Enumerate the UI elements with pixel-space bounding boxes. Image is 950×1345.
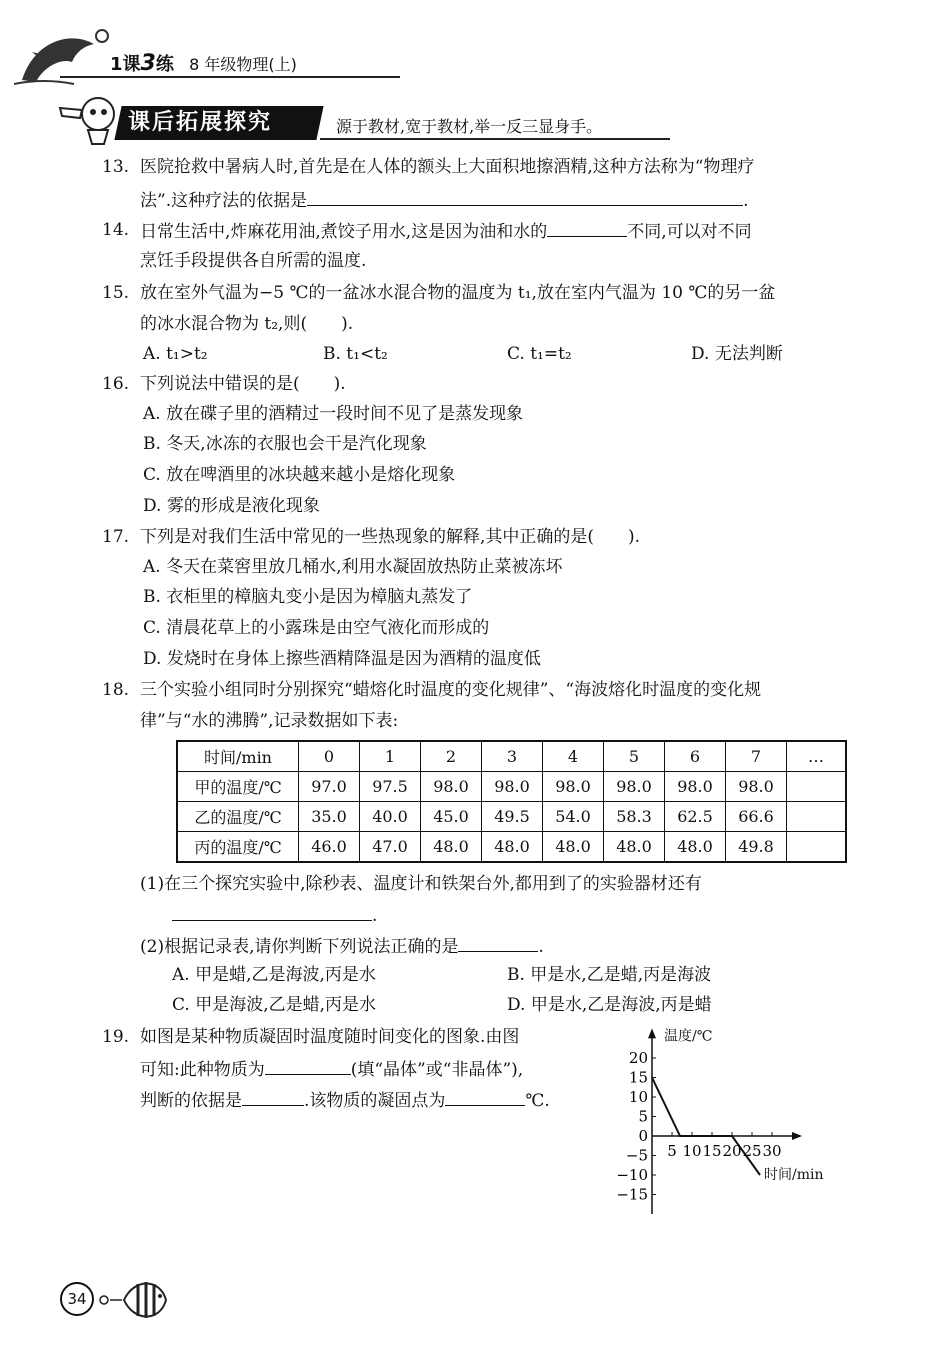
table-header-cell: 0: [299, 741, 360, 772]
q14-number: 14.: [102, 220, 130, 240]
table-cell: 40.0: [360, 802, 421, 832]
q17-option-d[interactable]: D. 发烧时在身体上擦些酒精降温是因为酒精的温度低: [143, 649, 541, 669]
q13-number: 13.: [102, 157, 130, 177]
q17-stem: 下列是对我们生活中常见的一些热现象的解释,其中正确的是( ).: [140, 527, 641, 547]
table-cell: 62.5: [665, 802, 726, 832]
q18-sub2-option-b[interactable]: B. 甲是水,乙是蜡,丙是海波: [507, 965, 712, 985]
q14-answer-blank[interactable]: [547, 220, 627, 237]
q19-number: 19.: [102, 1027, 130, 1047]
table-cell: 66.6: [726, 802, 787, 832]
table-cell: 54.0: [543, 802, 604, 832]
q19-line2: 可知:此种物质为 (填“晶体”或“非晶体”),: [140, 1060, 524, 1080]
table-header-cell: 6: [665, 741, 726, 772]
q16-option-a[interactable]: A. 放在碟子里的酒精过一段时间不见了是蒸发现象: [143, 404, 524, 424]
q19-line1: 如图是某种物质凝固时温度随时间变化的图象.由图: [140, 1027, 520, 1047]
q13-line1: 医院抢救中暑病人时,首先是在人体的额头上大面积地擦酒精,这种方法称为“物理疗: [140, 157, 755, 177]
table-row: [177, 832, 846, 863]
page-number: 34: [60, 1282, 94, 1316]
x-tick-label: 25: [742, 1142, 762, 1160]
x-tick-label: 20: [722, 1142, 742, 1160]
table-cell: 49.5: [482, 802, 543, 832]
table-cell: 58.3: [604, 802, 665, 832]
section-slogan: 源于教材,宽于教材,举一反三显身手。: [336, 117, 603, 136]
q16-option-b[interactable]: B. 冬天,冰冻的衣服也会干是汽化现象: [143, 434, 427, 454]
table-header-cell: 1: [360, 741, 421, 772]
x-axis-arrow-icon: [792, 1132, 802, 1140]
q13-answer-blank[interactable]: [307, 189, 743, 206]
table-cell: 49.8: [726, 832, 787, 863]
q15-line1: 放在室外气温为−5 ℃的一盆冰水混合物的温度为 t₁,放在室内气温为 10 ℃的另一盆: [140, 283, 776, 303]
q16-option-c[interactable]: C. 放在啤酒里的冰块越来越小是熔化现象: [143, 465, 456, 485]
q16-option-d[interactable]: D. 雾的形成是液化现象: [143, 496, 320, 516]
table-header-cell: 5: [604, 741, 665, 772]
table-cell: 48.0: [421, 832, 482, 863]
x-axis-label: 时间/min: [764, 1167, 824, 1183]
series-line: [652, 1078, 760, 1176]
y-tick-label: −15: [616, 1185, 648, 1204]
q15-option-c[interactable]: C. t₁=t₂: [507, 344, 572, 364]
q15-option-d[interactable]: D. 无法判断: [691, 344, 783, 364]
q18-data-table: [176, 740, 847, 863]
q14-line2: 烹饪手段提供各自所需的温度.: [140, 251, 367, 271]
table-header-cell: 4: [543, 741, 604, 772]
q18-line2: 律”与“水的沸腾”,记录数据如下表:: [140, 711, 399, 731]
table-cell: 98.0: [726, 772, 787, 802]
q17-option-a[interactable]: A. 冬天在菜窖里放几桶水,利用水凝固放热防止菜被冻坏: [143, 557, 563, 577]
q16-number: 16.: [102, 374, 130, 394]
table-cell: 98.0: [482, 772, 543, 802]
q18-sub1-answer-blank[interactable]: [172, 904, 372, 921]
table-cell: [787, 832, 847, 863]
q16-stem: 下列说法中错误的是( ).: [140, 374, 346, 394]
table-header-row: [177, 741, 846, 772]
y-tick-label: 0: [638, 1127, 648, 1145]
q15-line2: 的冰水混合物为 t₂,则( ).: [140, 314, 354, 334]
table-cell: 48.0: [482, 832, 543, 863]
table-cell: 46.0: [299, 832, 360, 863]
q18-sub2-stem: (2)根据记录表,请你判断下列说法正确的是 .: [140, 937, 544, 957]
q18-sub1-line1: (1)在三个探究实验中,除秒表、温度计和铁架台外,都用到了的实验器材还有: [140, 874, 702, 894]
table-cell: 98.0: [665, 772, 726, 802]
q19-substance-blank[interactable]: [265, 1058, 351, 1075]
dolphin-logo-icon: [14, 22, 114, 92]
y-tick-label: −5: [625, 1146, 648, 1165]
q15-option-a[interactable]: A. t₁>t₂: [143, 344, 208, 364]
q14-line1: 日常生活中,炸麻花用油,煮饺子用水,这是因为油和水的 不同,可以对不同: [140, 222, 752, 242]
q19-cooling-curve-chart: [610, 1020, 910, 1230]
table-cell: 45.0: [421, 802, 482, 832]
book-header: 1课3练 8 年级物理(上): [110, 51, 297, 76]
table-header-cell: …: [787, 741, 847, 772]
table-cell: 98.0: [604, 772, 665, 802]
table-row: [177, 802, 846, 832]
table-cell: 98.0: [543, 772, 604, 802]
table-cell: 48.0: [543, 832, 604, 863]
q17-option-c[interactable]: C. 清晨花草上的小露珠是由空气液化而形成的: [143, 618, 490, 638]
table-cell: 35.0: [299, 802, 360, 832]
q17-number: 17.: [102, 527, 130, 547]
q18-line1: 三个实验小组同时分别探究“蜡熔化时温度的变化规律”、“海波熔化时温度的变化规: [140, 680, 762, 700]
table-header-cell: 7: [726, 741, 787, 772]
y-tick-label: −10: [616, 1166, 648, 1184]
q15-option-b[interactable]: B. t₁<t₂: [323, 344, 388, 364]
section-banner: 课后拓展探究: [114, 106, 323, 140]
x-tick-label: 5: [667, 1142, 677, 1160]
q19-line3: 判断的依据是 .该物质的凝固点为 ℃.: [140, 1091, 550, 1111]
y-tick-label: 10: [628, 1088, 648, 1106]
q18-sub2-answer-blank[interactable]: [458, 935, 538, 952]
q18-sub2-option-d[interactable]: D. 甲是水,乙是海波,丙是蜡: [507, 995, 712, 1015]
table-cell: 乙的温度/℃: [177, 802, 299, 832]
q19-freezing-point-blank[interactable]: [445, 1089, 525, 1106]
table-header-cell: 3: [482, 741, 543, 772]
q18-sub1-line2: .: [172, 904, 377, 926]
q18-number: 18.: [102, 680, 130, 700]
q18-sub2-option-c[interactable]: C. 甲是海波,乙是蜡,丙是水: [172, 995, 377, 1015]
table-cell: [787, 802, 847, 832]
q13-line2: 法”.这种疗法的依据是 .: [140, 191, 749, 211]
table-cell: 98.0: [421, 772, 482, 802]
cartoon-mascot-icon: [58, 88, 122, 148]
q15-number: 15.: [102, 283, 130, 303]
table-cell: 48.0: [604, 832, 665, 863]
header-rule: [60, 76, 400, 78]
y-tick-label: 20: [628, 1049, 648, 1067]
table-cell: 97.0: [299, 772, 360, 802]
table-cell: 甲的温度/℃: [177, 772, 299, 802]
table-header-cell: 2: [421, 741, 482, 772]
slogan-rule: [320, 138, 670, 140]
table-header-cell: 时间/min: [177, 741, 299, 772]
table-cell: 48.0: [665, 832, 726, 863]
q19-reason-blank[interactable]: [242, 1089, 304, 1106]
x-tick-label: 30: [762, 1142, 782, 1160]
y-tick-label: 5: [638, 1107, 648, 1126]
table-cell: [787, 772, 847, 802]
x-tick-label: 15: [702, 1142, 722, 1160]
y-axis-label: 温度/℃: [664, 1028, 713, 1045]
x-tick-label: 10: [682, 1142, 702, 1160]
y-axis-arrow-icon: [648, 1028, 656, 1038]
table-cell: 丙的温度/℃: [177, 832, 299, 863]
y-tick-label: 15: [628, 1068, 648, 1087]
table-row: [177, 772, 846, 802]
table-cell: 97.5: [360, 772, 421, 802]
fish-decoration-icon: [94, 1274, 174, 1324]
table-cell: 47.0: [360, 832, 421, 863]
q17-option-b[interactable]: B. 衣柜里的樟脑丸变小是因为樟脑丸蒸发了: [143, 587, 473, 607]
q18-sub2-option-a[interactable]: A. 甲是蜡,乙是海波,丙是水: [172, 965, 376, 985]
